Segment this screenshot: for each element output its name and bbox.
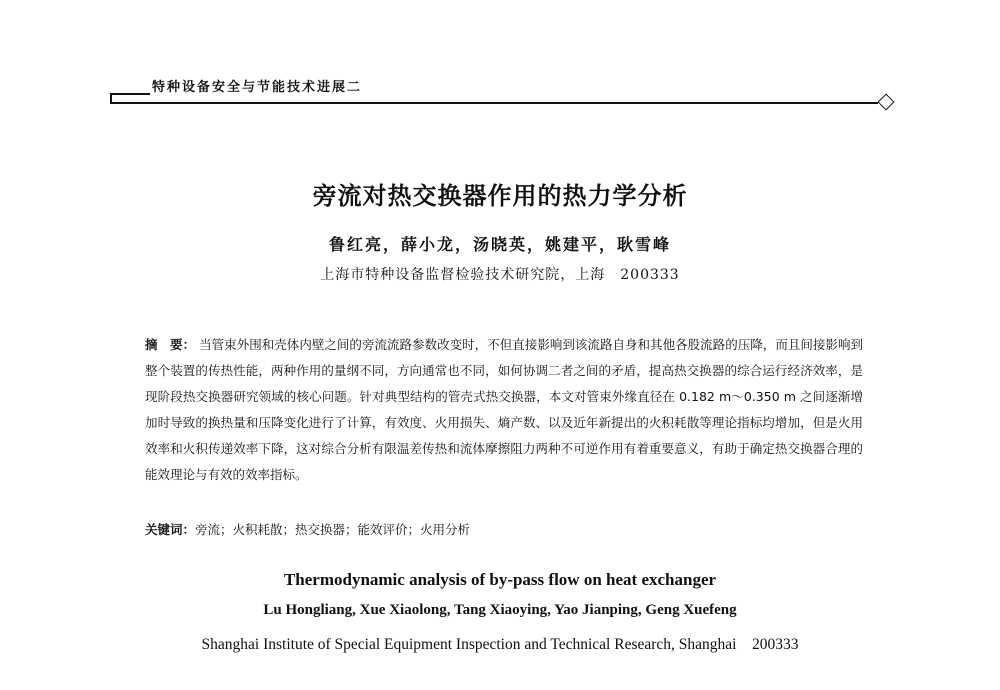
series-title: 特种设备安全与节能技术进展二 — [152, 80, 363, 95]
keywords — [145, 520, 863, 538]
keywords-label: 关键词： — [145, 522, 196, 537]
header-rule — [110, 102, 878, 104]
abstract — [145, 332, 863, 488]
paper-title-en: Thermodynamic analysis of by-pass flow on heat exchanger — [283, 570, 717, 589]
abstract-label: 摘 要： — [145, 337, 196, 352]
header-rule-left — [110, 93, 150, 95]
paper-title-cn: 旁流对热交换器作用的热力学分析 — [312, 182, 688, 210]
abstract-text: 当管束外围和壳体内壁之间的旁流流路参数改变时，不但直接影响到该流路自身和其他各股流路的压降，而且间接影响到整个装置的传热性能，两种作用的量纲不同，方向通常也不同，如何协调二者之间的矛盾，提高热交换器的综合运行经济效率，是现阶段热交换器研究领域的核心问题。针对典型结构的管壳式热交换器，本文对管束外缘直径在 0.182 m～0.350 m 之间逐渐增加时导致的换热量和压降变化进行了计算，有效度、火用损失、熵产数、以及近年新提出的火积耗散等理论指标均增加，但是火用效率和火积传递效率下降，这对综合分析有限温差传热和流体摩擦阻力两种不可逆作用有着重要意义，有助于确定热交换器合理的能效理论与有效的效率指标。 — [145, 337, 863, 482]
authors-cn: 鲁红亮，薛小龙，汤晓英，姚建平，耿雪峰 — [328, 235, 671, 254]
affiliation-cn: 上海市特种设备监督检验技术研究院，上海 200333 — [320, 267, 680, 283]
keywords-text: 旁流；火积耗散；热交换器；能效评价；火用分析 — [195, 522, 471, 537]
diamond-ornament-icon — [878, 94, 895, 111]
affiliation-en: Shanghai Institute of Special Equipment Inspection and Technical Research, Shanghai 200333 — [201, 636, 799, 653]
authors-en: Lu Hongliang, Xue Xiaolong, Tang Xiaoying, Yao Jianping, Geng Xuefeng — [263, 602, 737, 618]
